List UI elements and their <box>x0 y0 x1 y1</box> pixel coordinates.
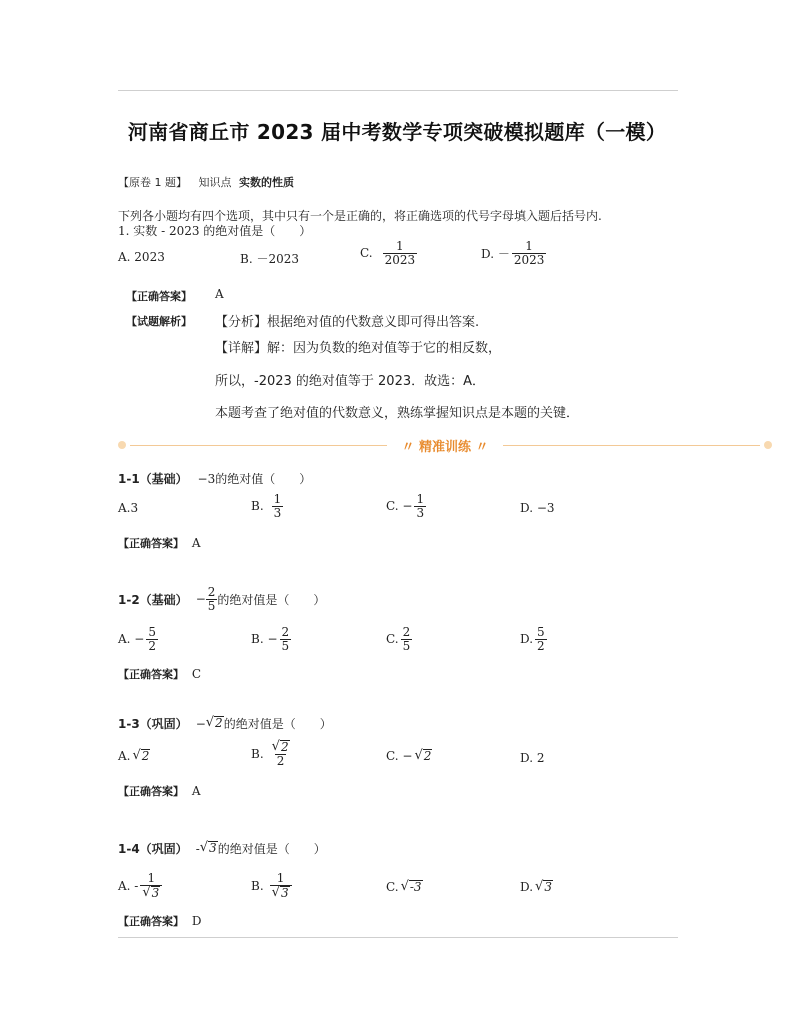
p2-option-b: B. − $\frac{2}{5}$ <box>251 625 290 653</box>
p1-label: 1-1（基础） <box>118 472 188 486</box>
p3-answer: A <box>191 784 201 798</box>
p4-answer-label: 【正确答案】 <box>118 915 184 928</box>
p4-option-d: D. √ 3 <box>520 879 552 895</box>
p2-stem: 的绝对值是（ ） <box>217 592 326 607</box>
q1-answer: A <box>215 287 224 301</box>
q1-analysis-label: 【试题解析】 <box>126 315 192 328</box>
p2-answer-label: 【正确答案】 <box>118 668 184 681</box>
p2-label: 1-2（基础） <box>118 592 188 607</box>
top-rule <box>118 90 678 91</box>
p2-stem-row: 1-2（基础） − $\frac{2}{5}$ 的绝对值是（ ） <box>118 585 326 613</box>
p1-stem: −3的绝对值（ ） <box>197 472 312 486</box>
q1-analysis-line-1: 【分析】根据绝对值的代数意义即可得出答案. <box>215 315 480 330</box>
p1-answer-label: 【正确答案】 <box>118 537 184 550</box>
p1-stem-row <box>118 470 311 487</box>
p4-answer: D <box>191 914 202 928</box>
sqrt-symbol: √ 2 <box>205 715 223 731</box>
p1-option-c: C. − $\frac{1}{3}$ <box>386 492 425 520</box>
knowledge-point: 实数的性质 <box>239 176 294 189</box>
p4-label: 1-4（巩固） <box>118 842 188 856</box>
q1-option-b: B. －2023 <box>240 252 299 266</box>
p2-option-a: A. − $\frac{5}{2}$ <box>118 625 156 653</box>
instructions: 下列各小题均有四个选项，其中只有一个是正确的，将正确选项的代号字母填入题后括号内. <box>118 209 602 223</box>
p3-stem-row: 1-3（巩固） − √ 2 的绝对值是（ ） <box>118 715 332 731</box>
p2-answer: C <box>191 667 202 681</box>
p2-option-d: D. $\frac{5}{2}$ <box>520 625 545 653</box>
q1-analysis-line-2: 【详解】解：因为负数的绝对值等于它的相反数， <box>215 341 502 356</box>
q1-stem: 1. 实数 - 2023 的绝对值是（ ） <box>118 224 312 238</box>
p3-option-c: C. − √ 2 <box>386 748 432 764</box>
p3-option-b: B. √ 2 2 <box>251 739 289 769</box>
q1-option-a: A. 2023 <box>118 250 165 264</box>
p3-stem: 的绝对值是（ ） <box>223 717 332 731</box>
p3-label: 1-3（巩固） <box>118 717 188 731</box>
p3-answer-row <box>118 783 201 799</box>
practice-banner-text: 〃 精准训练 〃 <box>387 440 502 455</box>
p1-answer-row <box>118 535 201 551</box>
p1-answer: A <box>191 536 201 550</box>
p4-option-c: C. √ -3 <box>386 879 422 895</box>
q1-option-c: C. $\frac{1}{2023}$ <box>360 239 416 267</box>
q1-analysis-line-4: 本题考查了绝对值的代数意义，熟练掌握知识点是本题的关键． <box>215 406 580 421</box>
page-title: 河南省商丘市 2023 届中考数学专项突破模拟题库（一模） <box>127 120 667 144</box>
question-header <box>118 174 294 190</box>
p2-option-c: C. $\frac{2}{5}$ <box>386 625 411 653</box>
p1-option-d: D. −3 <box>520 501 555 515</box>
bottom-rule <box>118 937 678 938</box>
p3-option-d: D. 2 <box>520 751 545 765</box>
q1-answer-label: 【正确答案】 <box>126 290 192 303</box>
practice-banner <box>118 436 772 456</box>
p4-option-b: B. 1 √ 3 <box>251 872 292 900</box>
p2-answer-row <box>118 666 201 682</box>
knowledge-label: 知识点 <box>198 176 232 189</box>
p4-option-a: A. - 1 √ 3 <box>118 872 162 900</box>
p4-answer-row <box>118 913 201 929</box>
p1-option-b: B. $\frac{1}{3}$ <box>251 492 282 520</box>
p3-answer-label: 【正确答案】 <box>118 785 184 798</box>
source-tag: 【原卷 1 题】 <box>118 176 187 189</box>
q1-analysis-line-3: 所以，-2023 的绝对值等于 2023．故选：A． <box>215 374 486 389</box>
p1-option-a: A.3 <box>118 501 139 515</box>
p4-stem-row: 1-4（巩固） - √ 3 的绝对值是（ ） <box>118 840 326 856</box>
p4-stem: 的绝对值是（ ） <box>217 842 326 856</box>
p3-option-a: A. √ 2 <box>118 748 150 764</box>
q1-option-d: D. － $\frac{1}{2023}$ <box>481 239 545 267</box>
